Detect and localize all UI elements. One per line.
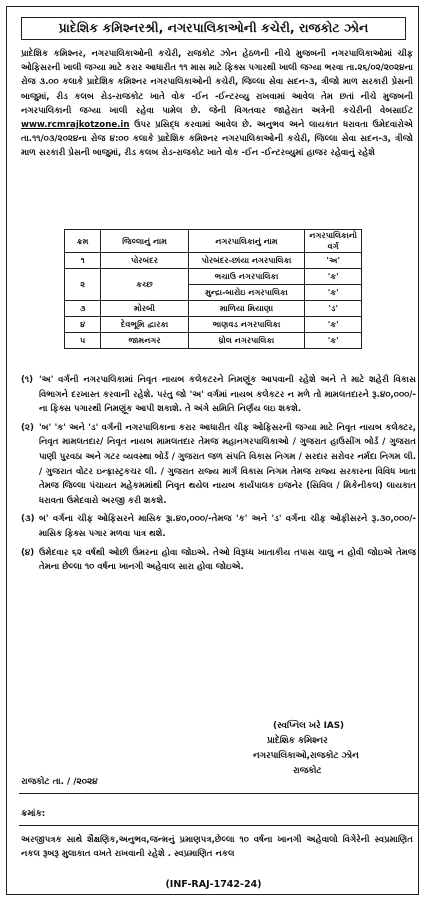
row-class: 'ક'	[305, 269, 362, 285]
note-number: (૨)	[21, 422, 34, 433]
notes-list	[21, 373, 416, 575]
note-text: બ' વર્ગના ચીફ ઓફિસરને માસિક રૂા.૪૦,૦૦૦/-તેમજ 'ક' અને 'ડ' વર્ગના ચીફ ઓફીસરને રૂ.૩૦,૦૦૦/- માસિક ફિક્સ પગાર મળવા પાત્ર થશે.	[39, 514, 416, 539]
row-class: 'ક'	[305, 317, 362, 333]
row-district: જામનગર	[101, 333, 188, 349]
intro-paragraph	[21, 47, 413, 161]
signature-block	[253, 719, 359, 779]
vacancy-table	[64, 229, 362, 349]
note-number: (૧)	[21, 375, 34, 385]
date-line: રાજકોટ તા. / /૨૦૨૪	[21, 777, 98, 787]
note-item	[21, 421, 416, 509]
table-row	[65, 317, 362, 333]
row-serial: ૨	[65, 269, 101, 301]
intro-text-1: પ્રાદેશિક કમિશ્નર, નગરપાલિકાઓની કચેરી, રાજકોટ ઝોન હેઠળની નીચે મુજબની નગરપાલિકાઓમાં ચીફ ઓફિસરની ખાલી જગ્યા માટે કરાર આધારીત ૧૧ માસ માટે ફિક્સ પગારથી ખાલી જગ્યા ભરવા તા.૨૬/૦૨/૨૦૨૪ના રોજ ૩.૦૦ કલાકે પ્રાદેશિક કમિશ્નર નગરપાલિકાઓની કચેરી, જિલ્લા સેવા સદન-૩, ત્રીજો માળ સરકારી પ્રેસની બાજુમાં, રીડ કલબ રોડ-રાજકોટ ખાતે વોક -ઈન -ઈન્ટરવ્યુ રાખવામાં આવેલ તેમ છતાં નીચે મુજબની નગરપાલિકાની જગ્યા ખાલી રહેવા પામેલ છે. જેની વિગતવાર જાહેરાત અત્રેની કચેરીની વેબસાઈટ	[21, 49, 413, 116]
footer-note: અરજીપત્રક સાથે શૈક્ષણિક,અનુભવ,જન્મનું પ્રમાણપત્ર,છેલ્લા ૧૦ વર્ષના ખાનગી અહેવાલો વિગેરેની સ્વપ્રમાણિત નકલ રૂબરૂ મુલાકાત વખતે રાખવાની રહેશે . સ્વપ્રમાણિત નકલ	[21, 835, 413, 860]
row-municipality: ભચાઉ નગરપાલિકા	[188, 269, 305, 285]
signatory-name: (સ્વપ્નિલ ખરે IAS)	[273, 721, 345, 731]
table-header-row	[65, 230, 362, 253]
note-number: (૪)	[21, 547, 35, 558]
signatory-city: રાજકોટ	[293, 766, 322, 776]
header-serial: ક્રમ	[65, 230, 101, 253]
table-row	[65, 253, 362, 269]
row-serial: ૫	[65, 333, 101, 349]
table-row	[65, 301, 362, 317]
row-district: મોરબી	[101, 301, 188, 317]
note-item	[21, 546, 416, 575]
row-class: 'અ'	[305, 253, 362, 269]
note-item	[21, 373, 416, 417]
row-class: 'ક'	[305, 285, 362, 301]
row-serial: ૧	[65, 253, 101, 269]
row-class: 'ક'	[305, 333, 362, 349]
row-serial: ૪	[65, 317, 101, 333]
divider	[19, 825, 419, 826]
row-district: દેવભૂમિ દ્વારકા	[101, 317, 188, 333]
row-serial: ૩	[65, 301, 101, 317]
header-district: જિલ્લાનું નામ	[101, 230, 188, 253]
row-municipality: ધ્રોલ નગરપાલિકા	[188, 333, 305, 349]
intro-text-2: ઉપર પ્રસિદ્ધ કરવામાં આવેલ છે. અનુભવ અને લાયકાત ધરાવતા ઉમેદવારોએ તા.૧૧/૦૩/૨૦૨૪ના રોજ ૪:૦૦ કલાકે પ્રાદેશિક કમિશ્નર નગરપાલિકાઓની કચેરી, જિલ્લા સેવા સદન-૩, ત્રીજો માળ સરકારી પ્રેસની બાજુમાં, રીડ કલબ રોડ-રાજકોટ ખાતે વોક -ઈન -ઈન્ટરવ્યુમાં હાજર રહેવાનું રહેશે	[21, 120, 413, 159]
table-row	[65, 333, 362, 349]
row-class: 'ડ'	[305, 301, 362, 317]
header-class: નગરપાલિકાનો વર્ગ	[305, 230, 362, 253]
note-text: 'અ' વર્ગની નગરપાલિકામાં નિવૃત નાયબ કલેકટરને નિમણૂંક આપવાની રહેશે અને તે માટે શહેરી વિકાસ વિભાગને દરખાસ્ત કરવાની રહેશે. પરંતુ જો 'અ' વર્ગમાં નાયબ કલેકટર ન મળે તો મામલતદારને રૂ.૪૦,૦૦૦/-ના ફિક્સ પગારથી નિમણૂંક આપી શકાશે. તે અંગે સમિતિ નિર્ણય લઇ શકશે.	[39, 375, 416, 415]
row-municipality: મુન્દ્રા-બારોઇ નગરપાલિકા	[188, 285, 305, 301]
note-text: ઉમેદવાર ૬૨ વર્ષથી ઓછી ઉંમરના હોવા જોઇએ. તેઓ વિરૂધ્ધ ખાતાકીય તપાસ ચાલુ ન હોવી જોઇએ તેમજ તેમના છેલ્લા ૧૦ વર્ષના ખાનગી અહેવાલ સારા હોવા જોઇએ.	[39, 547, 416, 573]
table-row	[65, 269, 362, 285]
note-item	[21, 512, 416, 541]
divider	[19, 793, 419, 794]
inf-code: (INF-RAJ-1742-24)	[165, 879, 262, 890]
reference-number: ક્રમાંક:	[21, 809, 46, 819]
signatory-office: નગરપાલિકાઓ,રાજકોટ ઝોન	[253, 751, 359, 761]
header-municipality: નગરપાલિકાનું નામ	[188, 230, 305, 253]
note-number: (૩)	[21, 514, 35, 525]
row-district: કચ્છ	[101, 269, 188, 301]
row-district: પોરબંદર	[101, 253, 188, 269]
website-link[interactable]: www.rcmrajkotzone.in	[21, 120, 130, 131]
signatory-designation: પ્રાદેશિક કમિશ્નર	[267, 736, 328, 746]
row-municipality: માળિયા મિયાણા	[188, 301, 305, 317]
notice-sheet	[6, 6, 419, 895]
note-text: 'બ' 'ક' અને 'ડ' વર્ગની નગરપાલિકાના કરાર આધારીત ચીફ ઓફિસરની જગ્યા માટે નિવૃત નાયબ કલેક્ટર, નિવૃત મામલતદાર/ નિવૃત નાયબ મામલતદાર તેમજ મહાનગરપાલિકાઓ / ગુજરાત હાઉસીંગ બોર્ડ / ગુજરાત પાણી પુરવઠા અને ગટર વ્યવસ્થા બોર્ડ / ગુજરાત જળ સંપતિ વિકાસ નિગમ / સરદાર સરોવર નર્મદા નિગમ લી. / ગુજરાત વોટર ઇન્ફ્રાસ્ટ્રકચર લી. / ગુજરાત રાજ્ય માર્ગ વિકાસ નિગમ તેમજ રાજ્ય સરકારના વિવિધ ખાતા તેમજ જિલ્લા પંચાયત મહેકમમાંથી નિવૃત થયેલ નાયબ કાર્યપાલક ઇજનેર (સિવિલ / મિકેનીકલ) લાયકાત ધરાવતા ઉમેદવારો અરજી કરી શકશે.	[39, 422, 416, 506]
row-municipality: ભાણવડ નગરપાલિકા	[188, 317, 305, 333]
notice-title: પ્રાદેશિક કમિશ્નરશ્રી, નગરપાલિકાઓની કચેરી, રાજકોટ ઝોન	[21, 17, 406, 40]
row-municipality: પોરબંદર-છાંયા નગરપાલિકા	[188, 253, 305, 269]
